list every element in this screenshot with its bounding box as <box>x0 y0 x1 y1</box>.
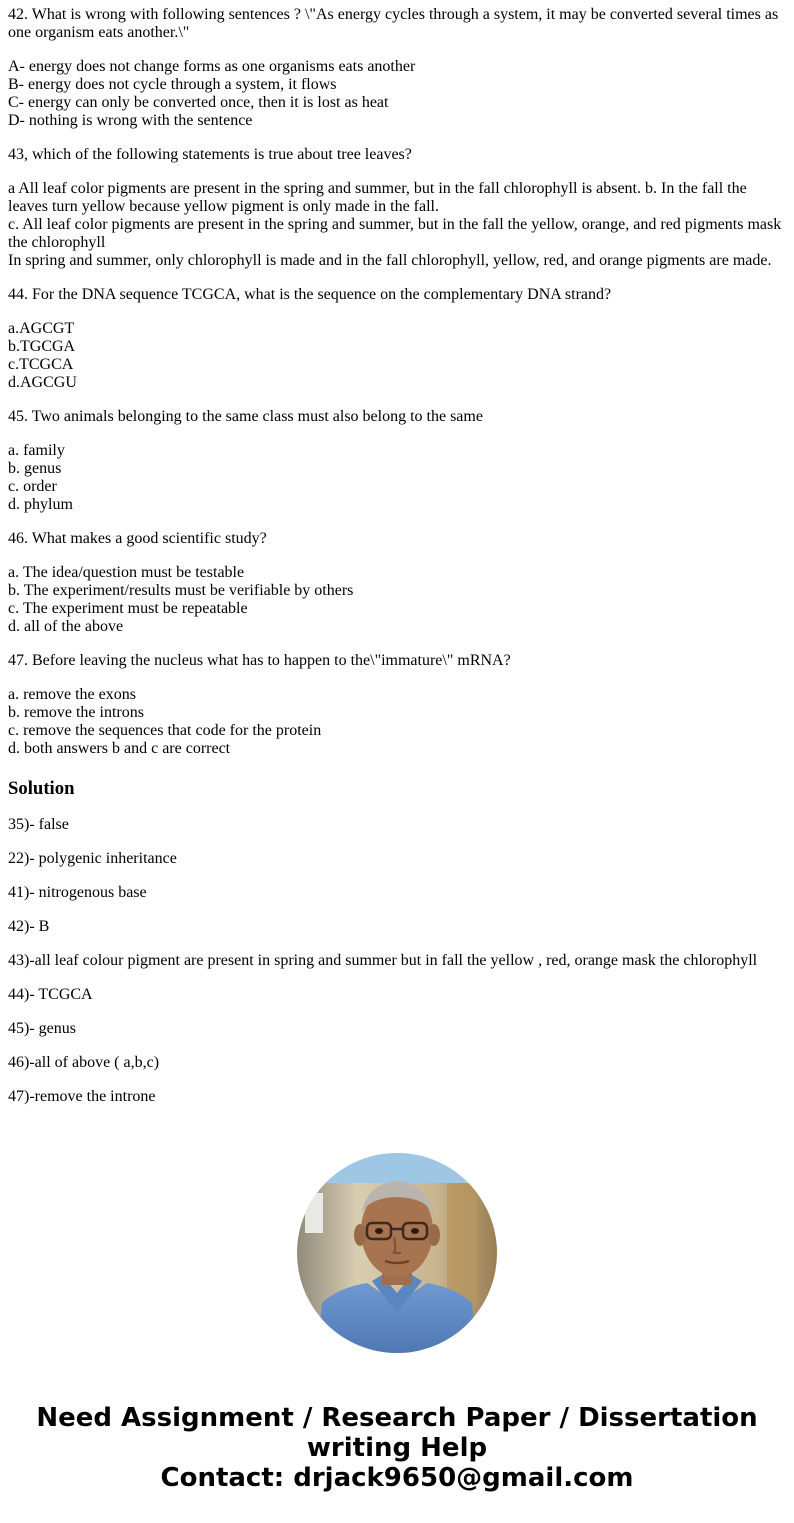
option-c: c.TCGCA <box>8 356 74 373</box>
question-43-prompt <box>8 146 786 164</box>
option-b: b. remove the introns <box>8 704 144 721</box>
question-42-options <box>8 58 786 130</box>
question-44-options <box>8 320 786 392</box>
answer-22: 22)- polygenic inheritance <box>8 850 177 867</box>
option-d: D- nothing is wrong with the sentence <box>8 112 253 129</box>
answer-43: 43)-all leaf colour pigment are present in spring and summer but in fall the yellow , red, orange mask the chlorophyll <box>8 952 758 969</box>
option-a: a. remove the exons <box>8 686 136 703</box>
option-d: d.AGCGU <box>8 374 77 391</box>
answer-41: 41)- nitrogenous base <box>8 884 147 901</box>
question-text: 46. What makes a good scientific study? <box>8 530 267 547</box>
answer-46: 46)-all of above ( a,b,c) <box>8 1054 160 1071</box>
option-b: b.TGCGA <box>8 338 76 355</box>
option-d: d. both answers b and c are correct <box>8 740 231 757</box>
option-a: A- energy does not change forms as one organisms eats another <box>8 58 416 75</box>
question-42-prompt <box>8 6 786 42</box>
question-47-options <box>8 686 786 758</box>
option-b: B- energy does not cycle through a system, it flows <box>8 76 337 93</box>
footer-line-2: writing Help <box>306 1433 488 1463</box>
option-a: a.AGCGT <box>8 320 75 337</box>
answer-47: 47)-remove the introne <box>8 1088 156 1105</box>
option-d: In spring and summer, only chlorophyll is made and in the fall chlorophyll, yellow, red, and orange pigments are made. <box>8 252 772 269</box>
question-text: 42. What is wrong with following sentences ? \"As energy cycles through a system, it may be converted several times as one organism eats another.\" <box>8 6 779 41</box>
footer-contact <box>0 1403 794 1493</box>
option-a: a. family <box>8 442 65 459</box>
option-c: c. order <box>8 478 57 495</box>
answer-42: 42)- B <box>8 918 50 935</box>
footer-line-1: Need Assignment / Research Paper / Dissertation <box>36 1403 758 1433</box>
option-c: C- energy can only be converted once, then it is lost as heat <box>8 94 389 111</box>
question-46-options <box>8 564 786 636</box>
answer-35: 35)- false <box>8 816 69 833</box>
question-43-options <box>8 180 786 270</box>
option-b: b. genus <box>8 460 62 477</box>
option-c: c. remove the sequences that code for the protein <box>8 722 322 739</box>
question-46-prompt <box>8 530 786 548</box>
avatar-portrait-icon <box>297 1153 497 1353</box>
question-text: 43, which of the following statements is true about tree leaves? <box>8 146 412 163</box>
footer-contact-email[interactable]: Contact: drjack9650@gmail.com <box>160 1463 634 1493</box>
option-d: d. phylum <box>8 496 73 513</box>
question-44-prompt <box>8 286 786 304</box>
question-text: 47. Before leaving the nucleus what has to happen to the\"immature\" mRNA? <box>8 652 511 669</box>
question-45-options <box>8 442 786 514</box>
option-b: b. The experiment/results must be verifiable by others <box>8 582 354 599</box>
answer-45: 45)- genus <box>8 1020 76 1037</box>
question-text: 45. Two animals belonging to the same class must also belong to the same <box>8 408 483 425</box>
option-d: d. all of the above <box>8 618 124 635</box>
answer-44: 44)- TCGCA <box>8 986 93 1003</box>
solution-heading: Solution <box>8 778 75 799</box>
option-c: c. All leaf color pigments are present in the spring and summer, but in the fall the yellow, orange, and red pigments mask the chlorophyll <box>8 216 782 251</box>
question-text: 44. For the DNA sequence TCGCA, what is the sequence on the complementary DNA strand? <box>8 286 612 303</box>
document-body <box>8 6 786 1122</box>
question-47-prompt <box>8 652 786 670</box>
option-c: c. The experiment must be repeatable <box>8 600 248 617</box>
question-45-prompt <box>8 408 786 426</box>
option-a: a All leaf color pigments are present in the spring and summer, but in the fall chlorophyll is absent. b. In the fall the leaves turn yellow because yellow pigment is only made in the fall. <box>8 180 747 215</box>
option-a: a. The idea/question must be testable <box>8 564 245 581</box>
author-avatar <box>297 1153 497 1353</box>
